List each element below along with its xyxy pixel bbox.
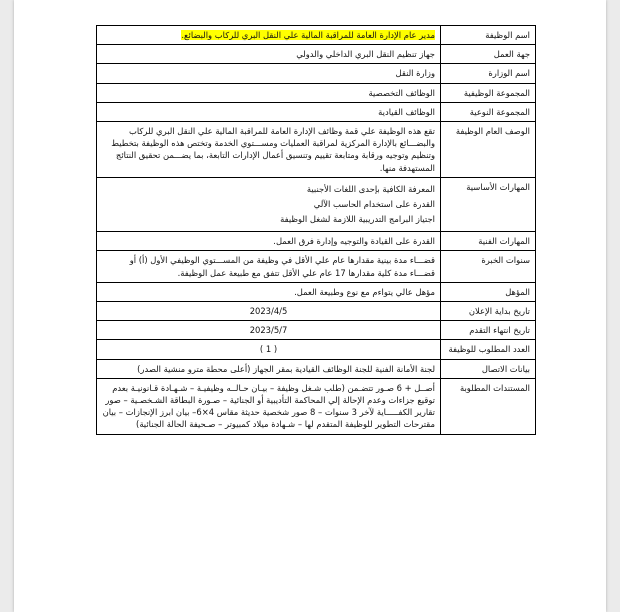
table-row [97, 83, 536, 102]
row-value: قضـــاء مدة بينية مقدارها عام علي الأقل في وظيفة من المســـتوي الوظيفي الأول (أ) أو قضـــاء مدة كلية مقدارها 17 عام علي الأقل تتفق مع طبيعة عمل الوظيفة. [97, 251, 441, 282]
row-value: وزارة النقل [97, 64, 441, 83]
table-row [97, 378, 536, 434]
table-row [97, 282, 536, 301]
row-label: اسم الوظيفة [441, 26, 536, 45]
table-row [97, 102, 536, 121]
job-details-table [96, 25, 536, 435]
row-value: مؤهل عالي يتواءم مع نوع وطبيعة العمل. [97, 282, 441, 301]
row-value: أصــل + 6 صـور تتضـمن (طلب شـغل وظيفة – بيـان حـالــه وظيفيـة – شـهـادة قـانونيـة بعدم توقيع جزاءات وعدم الإحالة إلي المحاكمة التأديبية أو الجنائية – صـورة البطاقة الشـخصـية – صور تقارير الكفـــــاية لآخر 3 سنوات – 8 صور شخصية حديثة مقاس 4×6– بيان ابرز الإنجازات – بيان مقترحات التطوير للوظيفة المتقدم لها – شـهادة ميلاد كمبيوتر – صـحيفة الحالة الجنائية) [97, 378, 441, 434]
row-label: اسم الوزارة [441, 64, 536, 83]
table-row [97, 64, 536, 83]
table-row [97, 251, 536, 282]
row-label: المجموعة الوظيفية [441, 83, 536, 102]
row-value: الوظائف التخصصية [97, 83, 441, 102]
row-label: الوصف العام الوظيفة [441, 121, 536, 177]
table-row [97, 359, 536, 378]
row-label: سنوات الخبرة [441, 251, 536, 282]
table-row [97, 45, 536, 64]
row-value: لجنة الأمانة الفنية للجنة الوظائف القيادية بمقر الجهاز (أعلى محطة مترو منشية الصدر) [97, 359, 441, 378]
row-label: جهة العمل [441, 45, 536, 64]
row-label: المستندات المطلوبة [441, 378, 536, 434]
row-value: 2023/5/7 [97, 321, 441, 340]
row-value: 2023/4/5 [97, 302, 441, 321]
row-label: بيانات الاتصال [441, 359, 536, 378]
document-page [14, 0, 606, 612]
table-row [97, 321, 536, 340]
row-value: ( 1 ) [97, 340, 441, 359]
skill-line: المعرفة الكافية بإحدى اللغات الأجنبية [306, 183, 435, 194]
table-row [97, 177, 536, 232]
row-label: تاريخ انتهاء التقدم [441, 321, 536, 340]
row-value [97, 177, 441, 232]
row-label: المهارات الأساسية [441, 177, 536, 232]
row-value [97, 26, 441, 45]
row-value: تقع هذه الوظيفة علي قمة وظائف الإدارة العامة للمراقبة المالية علي النقل البري للركاب والبضـــائع بالإدارة المركزية لمراقبة العمليات ومســـتوي الخدمة وتختص هذه الوظيفة بتخطيط وتنظيم وتوجيه ورقابة ومتابعة تقييم وتنسيق أعمال الإدارات التابعة، بما يضـــمن تحقيق النتائج المستهدفة منها. [97, 121, 441, 177]
skill-line: القدرة على استخدام الحاسب الآلي [313, 198, 435, 209]
row-value: الوظائف القيادية [97, 102, 441, 121]
table-row [97, 26, 536, 45]
table-row [97, 340, 536, 359]
job-title-value: مدير عام الإدارة العامة للمراقبة المالية علي النقل البري للركاب والبضائع. [181, 30, 435, 40]
row-label: المهارات الفنية [441, 232, 536, 251]
table-row [97, 302, 536, 321]
table-row [97, 232, 536, 251]
row-value: جهاز تنظيم النقل البري الداخلي والدولي [97, 45, 441, 64]
row-label: المجموعة النوعية [441, 102, 536, 121]
row-label: المؤهل [441, 282, 536, 301]
row-label: تاريخ بداية الإعلان [441, 302, 536, 321]
table-row [97, 121, 536, 177]
skill-line: اجتياز البرامج التدريبية اللازمة لشغل الوظيفة [280, 214, 435, 225]
row-label: العدد المطلوب للوظيفة [441, 340, 536, 359]
row-value: القدرة على القيادة والتوجيه وإدارة فرق العمل. [97, 232, 441, 251]
